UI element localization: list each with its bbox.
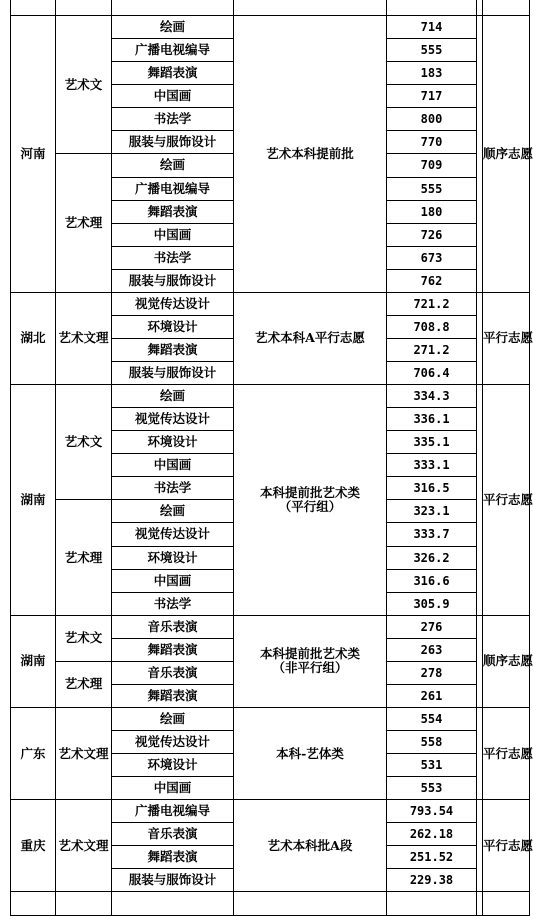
major-cell: 书法学	[112, 592, 234, 615]
major-cell: 音乐表演	[112, 615, 234, 638]
category-cell: 艺术文理	[56, 800, 112, 892]
score-cell: 717	[387, 85, 477, 108]
mode-cell: 平行志愿	[483, 385, 530, 616]
score-cell: 333.1	[387, 454, 477, 477]
major-cell: 舞蹈表演	[112, 200, 234, 223]
province-cell: 湖南	[11, 385, 56, 616]
mode-cell: 顺序志愿	[483, 615, 530, 707]
category-cell: 艺术文理	[56, 292, 112, 384]
table-row	[11, 385, 530, 408]
batch-cell	[234, 615, 387, 707]
score-cell: 326.2	[387, 546, 477, 569]
major-cell	[112, 0, 234, 16]
score-cell: 555	[387, 39, 477, 62]
score-cell: 673	[387, 246, 477, 269]
score-cell: 335.1	[387, 431, 477, 454]
category-cell: 艺术理	[56, 500, 112, 615]
category-cell: 艺术文理	[56, 707, 112, 799]
province-cell	[11, 892, 56, 915]
mode-cell	[483, 892, 530, 915]
mode-cell: 顺序志愿	[483, 16, 530, 293]
score-cell: 800	[387, 108, 477, 131]
major-cell: 广播电视编导	[112, 177, 234, 200]
score-cell: 251.52	[387, 846, 477, 869]
table-row	[11, 615, 530, 638]
major-cell: 视觉传达设计	[112, 292, 234, 315]
score-cell: 721.2	[387, 292, 477, 315]
major-cell: 环境设计	[112, 546, 234, 569]
major-cell: 服装与服饰设计	[112, 869, 234, 892]
table-row	[11, 0, 530, 16]
batch-line-1: 本科提前批艺术类	[259, 484, 360, 500]
batch-line-1: 本科提前批艺术类	[259, 646, 360, 662]
major-cell: 广播电视编导	[112, 39, 234, 62]
score-cell: 316.5	[387, 477, 477, 500]
major-cell: 视觉传达设计	[112, 731, 234, 754]
major-cell: 绘画	[112, 707, 234, 730]
province-cell: 湖北	[11, 292, 56, 384]
score-cell: 229.38	[387, 869, 477, 892]
category-cell	[56, 0, 112, 16]
major-cell: 服装与服饰设计	[112, 269, 234, 292]
major-cell: 舞蹈表演	[112, 846, 234, 869]
score-cell	[387, 892, 477, 915]
score-cell: 554	[387, 707, 477, 730]
table-row	[11, 16, 530, 39]
score-cell: 793.54	[387, 800, 477, 823]
major-cell: 绘画	[112, 16, 234, 39]
score-cell: 714	[387, 16, 477, 39]
mode-cell: 平行志愿	[483, 800, 530, 892]
batch-cell	[234, 385, 387, 616]
score-cell: 278	[387, 661, 477, 684]
category-cell	[56, 892, 112, 915]
province-cell: 广东	[11, 707, 56, 799]
batch-cell: 艺术本科批A段	[234, 800, 387, 892]
province-cell: 湖南	[11, 615, 56, 707]
score-cell	[387, 0, 477, 16]
major-cell: 绘画	[112, 154, 234, 177]
batch-cell	[234, 892, 387, 915]
category-cell: 艺术文	[56, 385, 112, 500]
major-cell: 舞蹈表演	[112, 684, 234, 707]
batch-cell	[234, 0, 387, 16]
major-cell: 音乐表演	[112, 823, 234, 846]
score-cell: 271.2	[387, 338, 477, 361]
category-cell: 艺术文	[56, 615, 112, 661]
major-cell: 书法学	[112, 108, 234, 131]
table-row	[11, 800, 530, 823]
batch-line-2: （平行组）	[278, 498, 342, 514]
score-cell: 336.1	[387, 408, 477, 431]
score-cell: 323.1	[387, 500, 477, 523]
score-cell: 261	[387, 684, 477, 707]
major-cell	[112, 892, 234, 915]
category-cell: 艺术文	[56, 16, 112, 154]
province-cell: 重庆	[11, 800, 56, 892]
major-cell: 书法学	[112, 246, 234, 269]
score-cell: 305.9	[387, 592, 477, 615]
category-cell: 艺术理	[56, 661, 112, 707]
score-cell: 726	[387, 223, 477, 246]
major-cell: 广播电视编导	[112, 800, 234, 823]
score-cell: 558	[387, 731, 477, 754]
score-cell: 770	[387, 131, 477, 154]
province-cell	[11, 0, 56, 16]
batch-cell: 艺术本科提前批	[234, 16, 387, 293]
major-cell: 绘画	[112, 500, 234, 523]
major-cell: 服装与服饰设计	[112, 131, 234, 154]
major-cell: 环境设计	[112, 754, 234, 777]
score-cell: 180	[387, 200, 477, 223]
major-cell: 中国画	[112, 223, 234, 246]
mode-cell: 平行志愿	[483, 707, 530, 799]
batch-cell: 本科-艺体类	[234, 707, 387, 799]
major-cell: 舞蹈表演	[112, 638, 234, 661]
score-cell: 316.6	[387, 569, 477, 592]
score-cell: 263	[387, 638, 477, 661]
major-cell: 音乐表演	[112, 661, 234, 684]
score-cell: 706.4	[387, 362, 477, 385]
score-cell: 553	[387, 777, 477, 800]
major-cell: 绘画	[112, 385, 234, 408]
mode-cell	[483, 0, 530, 16]
category-cell: 艺术理	[56, 154, 112, 292]
batch-line-2: （非平行组）	[272, 660, 348, 676]
major-cell: 中国画	[112, 777, 234, 800]
score-cell: 276	[387, 615, 477, 638]
major-cell: 环境设计	[112, 431, 234, 454]
score-cell: 183	[387, 62, 477, 85]
major-cell: 服装与服饰设计	[112, 362, 234, 385]
admission-score-table	[10, 0, 533, 916]
table-row	[11, 292, 530, 315]
mode-cell: 平行志愿	[483, 292, 530, 384]
major-cell: 书法学	[112, 477, 234, 500]
table-row	[11, 892, 530, 915]
major-cell: 中国画	[112, 85, 234, 108]
table-row	[11, 707, 530, 730]
score-cell: 708.8	[387, 315, 477, 338]
score-cell: 762	[387, 269, 477, 292]
major-cell: 中国画	[112, 569, 234, 592]
province-cell: 河南	[11, 16, 56, 293]
batch-cell: 艺术本科A平行志愿	[234, 292, 387, 384]
score-cell: 333.7	[387, 523, 477, 546]
score-cell: 531	[387, 754, 477, 777]
major-cell: 视觉传达设计	[112, 523, 234, 546]
score-cell: 262.18	[387, 823, 477, 846]
score-cell: 709	[387, 154, 477, 177]
score-cell: 555	[387, 177, 477, 200]
score-cell: 334.3	[387, 385, 477, 408]
major-cell: 舞蹈表演	[112, 62, 234, 85]
major-cell: 舞蹈表演	[112, 338, 234, 361]
major-cell: 环境设计	[112, 315, 234, 338]
major-cell: 中国画	[112, 454, 234, 477]
major-cell: 视觉传达设计	[112, 408, 234, 431]
